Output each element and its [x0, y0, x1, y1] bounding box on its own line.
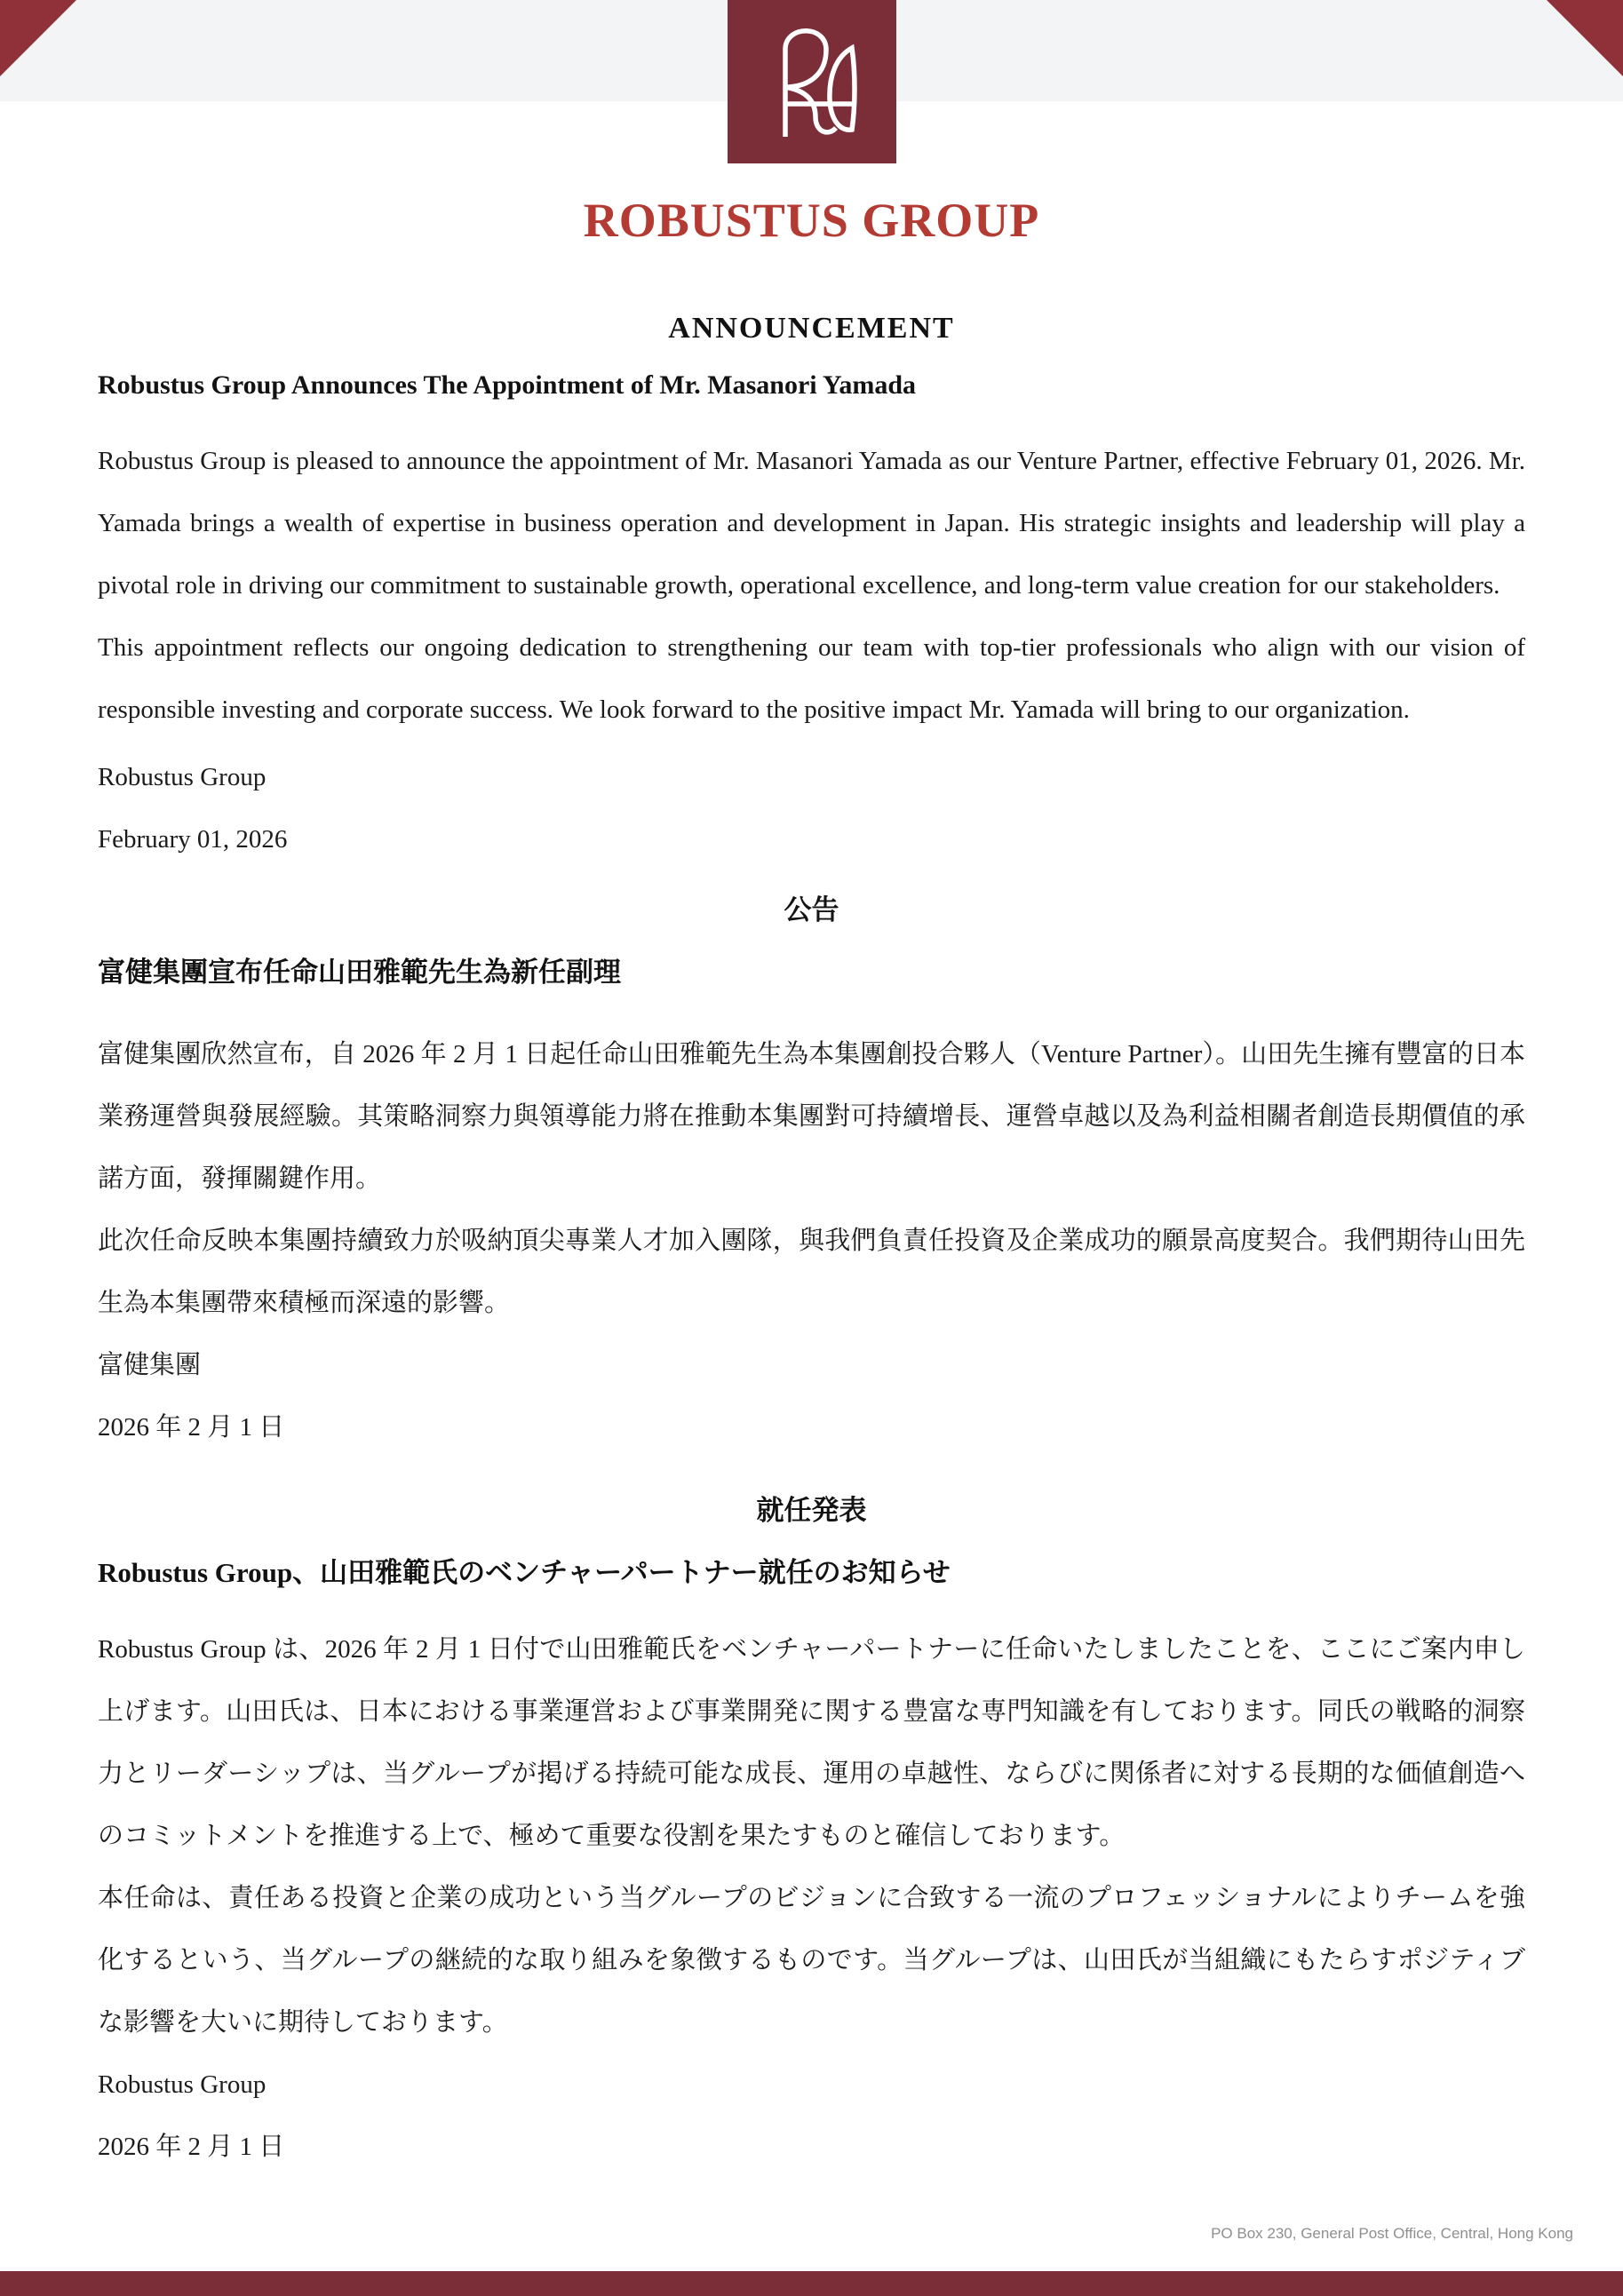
japanese-signoff	[98, 2054, 1525, 2178]
english-paragraph: This appointment reflects our ongoing dedication to strengthening our team with top-tier professionals who align with our vision of responsible investing and corporate success. We look forward to the positive impact Mr. Yamada will bring to our organization.	[98, 633, 1525, 724]
footer-address: PO Box 230, General Post Office, Central, Hong Kong	[1211, 2225, 1573, 2242]
brand-title: ROBUSTUS GROUP	[583, 194, 1040, 247]
chinese-section-title: 公告	[784, 894, 839, 926]
chinese-paragraph: 此次任命反映本集團持續致力於吸納頂尖專業人才加入團隊，與我們負責任投資及企業成功的願景高度契合。我們期待山田先生為本集團帶來積極而深遠的影響。	[98, 1227, 1525, 1317]
chinese-signoff	[98, 1334, 1525, 1458]
signoff-date: February 01, 2026	[98, 825, 288, 854]
signoff-company: Robustus Group	[98, 2070, 267, 2099]
signoff-date: 2026 年 2 月 1 日	[98, 1413, 285, 1442]
chinese-paragraph: 富健集團欣然宣布，自 2026 年 2 月 1 日起任命山田雅範先生為本集團創投合夥人（Venture Partner）。山田先生擁有豐富的日本業務運營與發展經驗。其策略洞察力與領導能力將在推動本集團對可持續增長、運營卓越以及為利益相關者創造長期價值的承諾方面，發揮關鍵作用。	[98, 1040, 1525, 1193]
japanese-paragraph: Robustus Group は、2026 年 2 月 1 日付で山田雅範氏をベンチャーパートナーに任命いたしましたことを、ここにご案内申し上げます。山田氏は、日本における事業運営および事業開発に関する豊富な専門知識を有しております。同氏の戦略的洞察力とリーダーシップは、当グループが掲げる持続可能な成長、運用の卓越性、ならびに関係者に対する長期的な価値創造へのコミットメントを推進する上で、極めて重要な役割を果たすものと確信しております。	[98, 1635, 1525, 1850]
english-signoff	[98, 746, 1525, 870]
chinese-heading: 富健集團宣布任命山田雅範先生為新任副理	[98, 957, 621, 988]
footer-band	[0, 2271, 1623, 2296]
english-body	[98, 430, 1525, 741]
japanese-section-title: 就任発表	[756, 1495, 867, 1526]
japanese-paragraph: 本任命は、責任ある投資と企業の成功という当グループのビジョンに合致する一流のプロフェッショナルによりチームを強化するという、当グループの継続的な取り組みを象徴するものです。当グループは、山田氏が当組織にもたらすポジティブな影響を大いに期待しております。	[98, 1884, 1525, 2037]
signoff-date: 2026 年 2 月 1 日	[98, 2133, 285, 2161]
announcement-title: ANNOUNCEMENT	[668, 312, 955, 345]
signoff-company: Robustus Group	[98, 763, 267, 791]
japanese-body	[98, 1618, 1525, 2054]
japanese-heading: Robustus Group、山田雅範氏のベンチャーパートナー就任のお知らせ	[98, 1557, 951, 1588]
signoff-company: 富健集團	[98, 1351, 202, 1379]
chinese-body	[98, 1023, 1525, 1334]
english-paragraph: Robustus Group is pleased to announce the appointment of Mr. Masanori Yamada as our Venture Partner, effective February 01, 2026. Mr. Yamada brings a wealth of expertise in business operation and development in Japan. His strategic insights and leadership will play a pivotal role in driving our commitment to sustainable growth, operational excellence, and long-term value creation for our stakeholders.	[98, 447, 1525, 600]
english-heading: Robustus Group Announces The Appointment of Mr. Masanori Yamada	[98, 370, 917, 400]
